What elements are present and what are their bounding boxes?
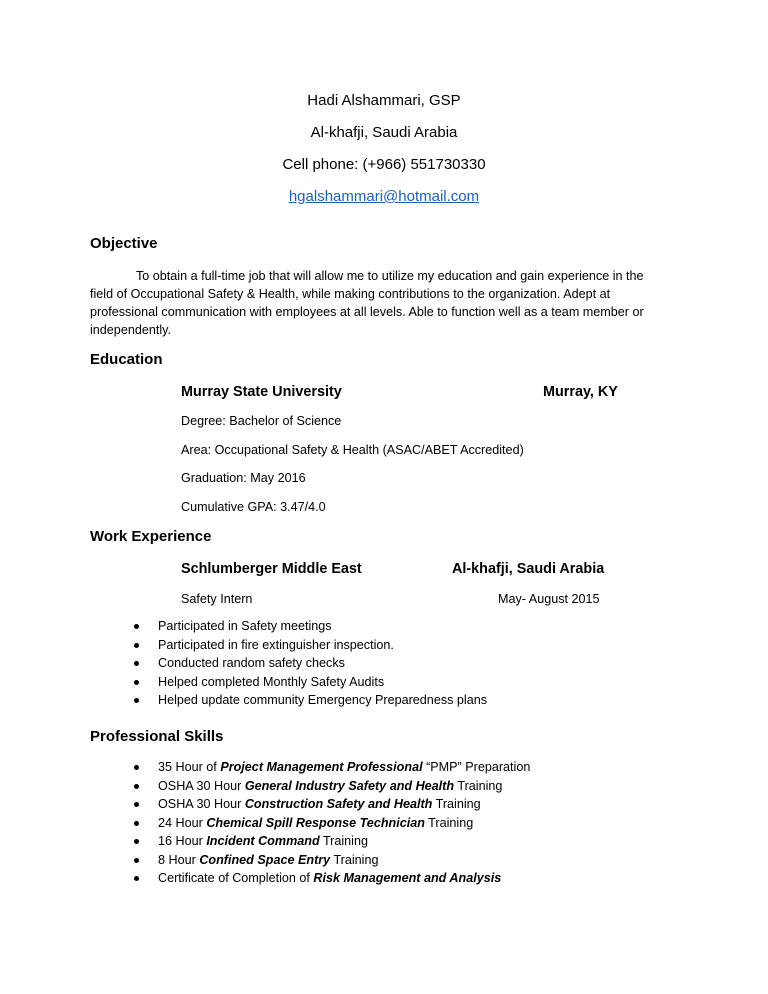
objective-paragraph (90, 267, 670, 339)
skills-bullet-list (130, 758, 530, 888)
skill-prefix: OSHA 30 Hour (158, 778, 245, 793)
school-location: Murray, KY (543, 384, 618, 400)
list-item (130, 795, 530, 814)
job-dates: May- August 2015 (498, 592, 600, 606)
list-item-text: Participated in Safety meetings (158, 619, 332, 633)
bullet-icon (134, 765, 139, 770)
job-title: Safety Intern (181, 592, 253, 606)
objective-heading: Objective (90, 235, 158, 252)
candidate-phone: Cell phone: (+966) 551730330 (282, 156, 486, 173)
skill-prefix: Certificate of Completion of (158, 871, 314, 885)
bullet-icon (134, 784, 139, 789)
skill-name: Confined Space Entry (199, 852, 331, 867)
degree: Degree: Bachelor of Science (181, 414, 342, 428)
skill-name: Chemical Spill Response Technician (206, 815, 425, 830)
list-item (130, 869, 530, 888)
list-item (130, 654, 487, 673)
list-item (130, 777, 530, 796)
bullet-icon (134, 698, 139, 703)
list-item-text: Conducted random safety checks (158, 656, 345, 670)
bullet-icon (134, 858, 139, 863)
company-name: Schlumberger Middle East (181, 561, 362, 577)
list-item-text: Participated in fire extinguisher inspection. (158, 637, 394, 652)
candidate-name: Hadi Alshammari, GSP (307, 92, 461, 109)
candidate-location: Al-khafji, Saudi Arabia (310, 124, 458, 141)
skill-suffix: Training (432, 797, 481, 811)
skill-name: Construction Safety and Health (244, 797, 433, 811)
education-heading: Education (90, 351, 163, 368)
list-item-text: Helped update community Emergency Preparedness plans (158, 693, 488, 707)
list-item (130, 691, 487, 710)
skill-suffix: Training (319, 834, 368, 848)
skill-suffix: “PMP” Preparation (422, 760, 531, 774)
bullet-icon (134, 624, 139, 629)
bullet-icon (134, 661, 139, 666)
company-location: Al-khafji, Saudi Arabia (452, 561, 605, 577)
bullet-icon (134, 680, 139, 685)
graduation-date: Graduation: May 2016 (181, 471, 306, 485)
list-item (130, 814, 530, 833)
professional-skills-heading: Professional Skills (90, 728, 224, 745)
skill-suffix: Training (454, 778, 503, 793)
skill-name: Project Management Professional (220, 760, 423, 774)
school-name: Murray State University (181, 384, 342, 400)
bullet-icon (134, 839, 139, 844)
email-link[interactable]: hgalshammari@hotmail.com (288, 188, 480, 205)
bullet-icon (134, 821, 139, 826)
skill-suffix: Training (330, 852, 379, 867)
bullet-icon (134, 876, 139, 881)
list-item (130, 636, 487, 655)
skill-suffix: Training (424, 815, 474, 830)
objective-text: To obtain a full-time job that will allow me to utilize my education and gain experience in the field of Occupational Safety & Health, while making contributions to the organization. Adept at professional communication with employees at all levels. Able to function well as a team member or independently. (90, 269, 644, 337)
email-line (0, 188, 768, 206)
skill-name: Risk Management and Analysis (313, 871, 502, 885)
area-of-study: Area: Occupational Safety & Health (ASAC/ABET Accredited) (181, 443, 524, 457)
gpa: Cumulative GPA: 3.47/4.0 (181, 500, 326, 514)
bullet-icon (134, 802, 139, 807)
list-item (130, 758, 530, 777)
list-item (130, 673, 487, 692)
work-experience-heading: Work Experience (90, 528, 212, 545)
work-bullet-list (130, 617, 487, 710)
skill-name: Incident Command (206, 834, 320, 848)
list-item (130, 851, 530, 870)
skill-name: General Industry Safety and Health (244, 778, 455, 793)
skill-prefix: OSHA 30 Hour (158, 797, 245, 811)
skill-prefix: 35 Hour of (158, 760, 221, 774)
list-item (130, 832, 530, 851)
skill-prefix: 16 Hour (158, 834, 207, 848)
list-item-text: Helped completed Monthly Safety Audits (158, 674, 385, 689)
list-item (130, 617, 487, 636)
skill-prefix: 8 Hour (158, 852, 200, 867)
skill-prefix: 24 Hour (158, 815, 207, 830)
bullet-icon (134, 643, 139, 648)
